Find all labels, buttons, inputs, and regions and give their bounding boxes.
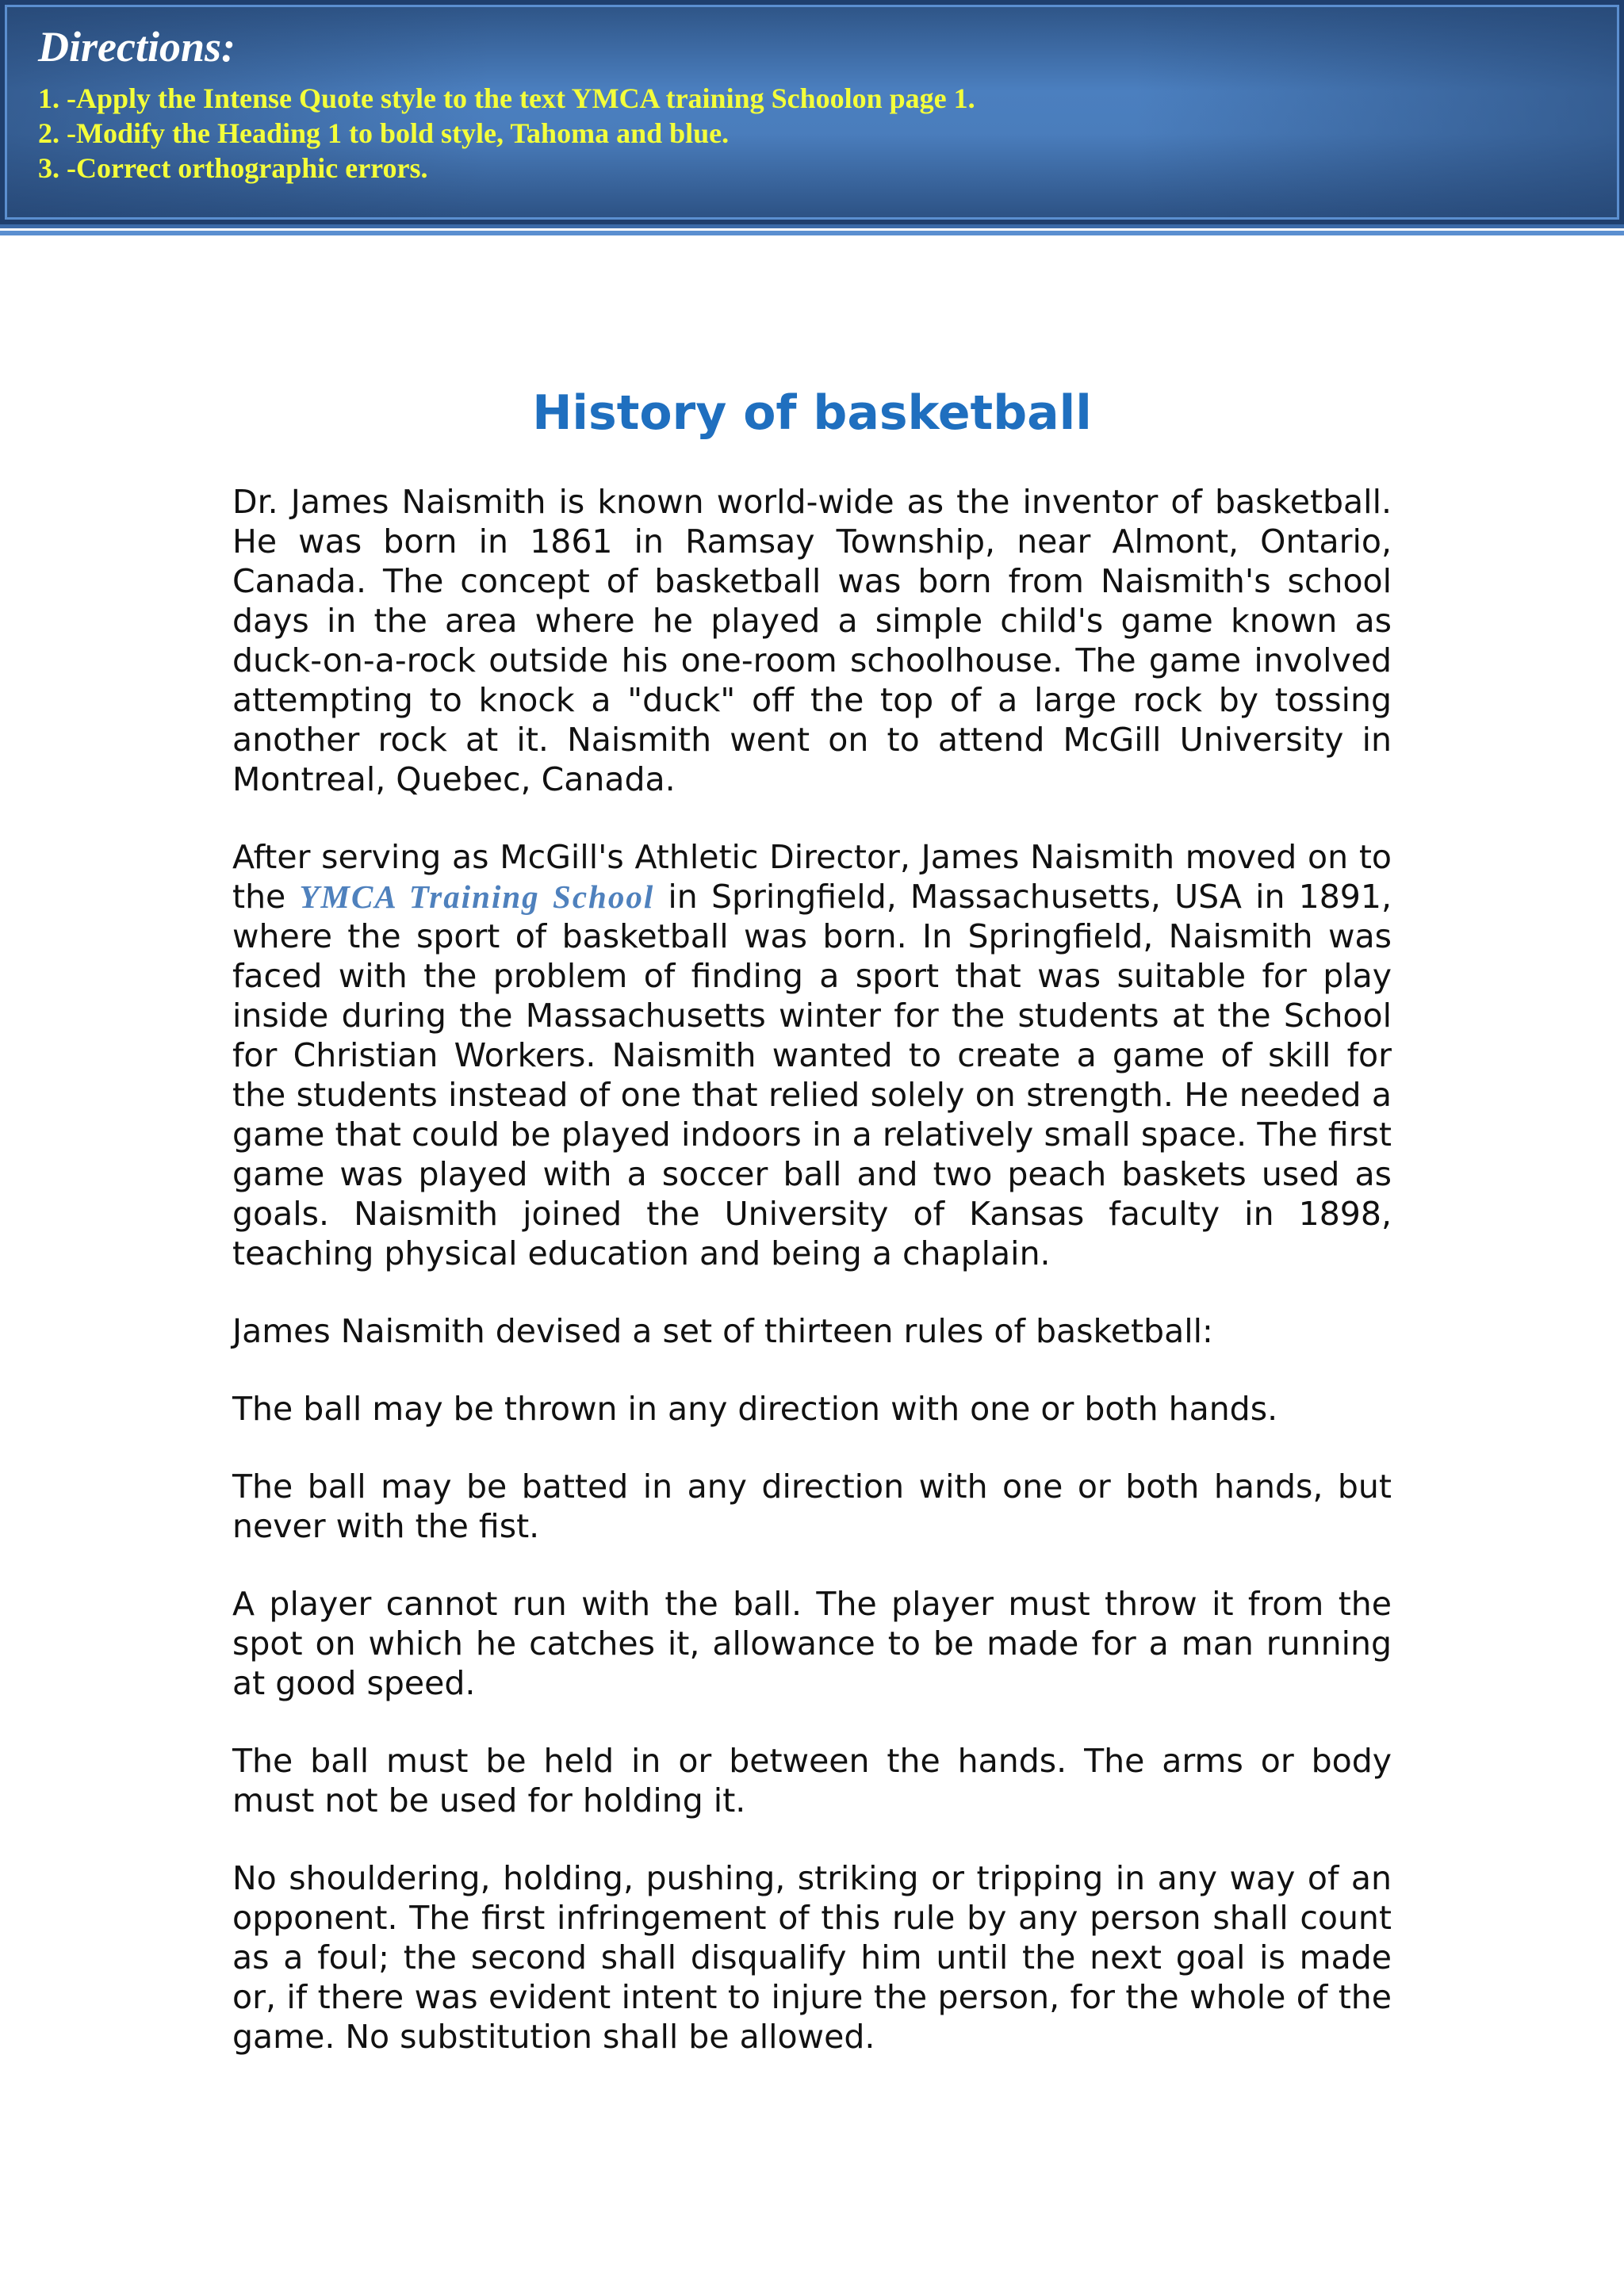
rule-2[interactable]: The ball may be batted in any direction with one or both hands, but never with the fist. [232, 1468, 1392, 1545]
direction-item-1: 1. -Apply the Intense Quote style to the text YMCA training Schoolon page 1. [38, 82, 975, 114]
rule-1[interactable]: The ball may be thrown in any direction with one or both hands. [232, 1390, 1278, 1428]
paragraph-2[interactable] [232, 837, 1392, 1273]
rule-3[interactable]: A player cannot run with the ball. The player must throw it from the spot on which he catches it, allowance to be made for a man running at good speed. [232, 1585, 1392, 1702]
banner-divider [0, 224, 1624, 235]
rule-5[interactable]: No shouldering, holding, pushing, striking or tripping in any way of an opponent. The first infringement of this rule by any person shall count as a foul; the second shall disqualify him until the next goal is made or, if there was evident intent to injure the person, for the whole of the game. No substitution shall be allowed. [232, 1859, 1392, 2056]
direction-item-3: 3. -Correct orthographic errors. [38, 152, 428, 184]
intense-quote-text[interactable]: YMCA Training School [299, 878, 655, 915]
heading-1[interactable]: History of basketball [532, 385, 1092, 441]
document-body[interactable] [232, 377, 1392, 2095]
direction-item-2: 2. -Modify the Heading 1 to bold style, Tahoma and blue. [38, 117, 730, 149]
directions-list [38, 81, 975, 186]
paragraph-1[interactable]: Dr. James Naismith is known world-wide as the inventor of basketball. He was born in 1861 in Ramsay Township, near Almont, Ontario, Canada. The concept of basketball was born from Naismith's school days in the area where he played a simple child's game known as duck-on-a-rock outside his one-room schoolhouse. The game involved attempting to knock a "duck" off the top of a large rock by tossing another rock at it. Naismith went on to attend McGill University in Montreal, Quebec, Canada. [232, 483, 1392, 798]
directions-title: Directions: [38, 23, 236, 71]
paragraph-2-end: in Springfield, Massachusetts, USA in 1891, where the sport of basketball was born. In Springfield, Naismith was faced with the problem of finding a sport that was suitable for play inside during the Massachusetts winter for the students at the School for Christian Workers. Naismith wanted to create a game of skill for the students instead of one that relied solely on strength. He needed a game that could be played indoors in a relatively small space. The first game was played with a soccer ball and two peach baskets used as goals. Naismith joined the University of Kansas faculty in 1898, teaching physical education and being a chaplain. [232, 878, 1392, 1272]
rule-4[interactable]: The ball must be held in or between the hands. The arms or body must not be used for holding it. [232, 1742, 1392, 1820]
paragraph-3[interactable]: James Naismith devised a set of thirteen rules of basketball: [232, 1312, 1213, 1350]
paragraph-2-start: After serving as McGill's Athletic Director, James Naismith moved on to the [232, 838, 1392, 916]
directions-banner [0, 0, 1624, 224]
